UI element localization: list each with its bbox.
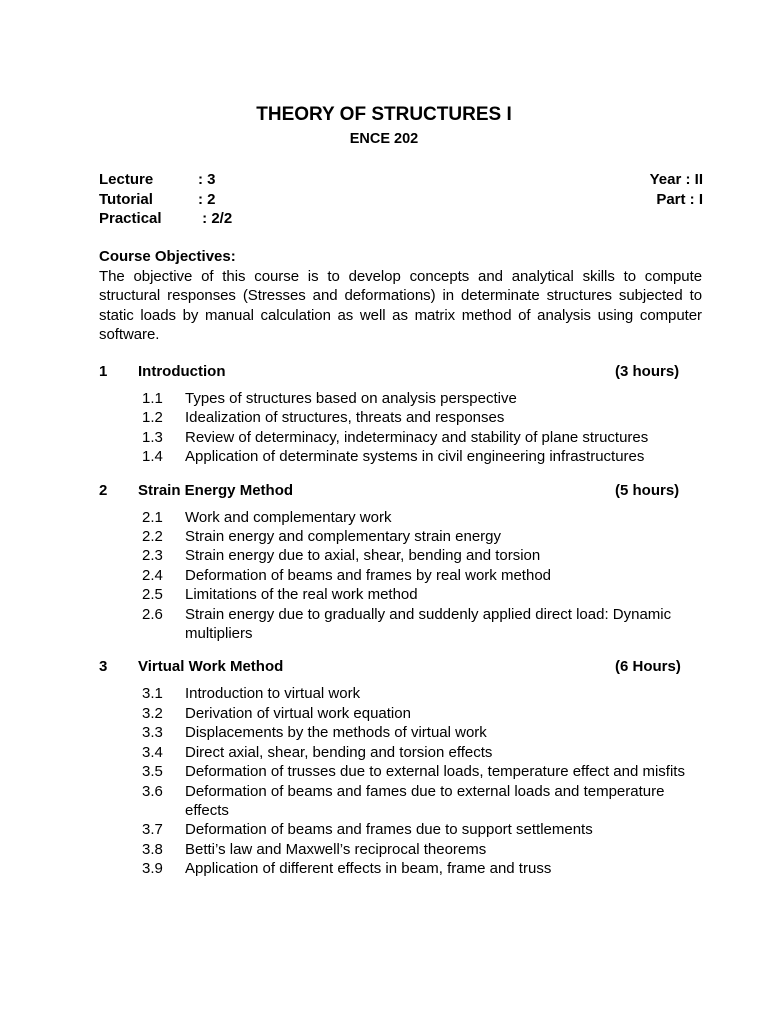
topic-number: 1.4 <box>142 448 163 466</box>
topic-number: 3.6 <box>142 782 163 800</box>
unit-hours: (3 hours) <box>615 363 680 380</box>
topic-text: Betti’s law and Maxwell’s reciprocal theorems <box>185 840 487 858</box>
unit-number: 2 <box>99 481 108 499</box>
hours-breakdown <box>99 170 232 229</box>
year-label: Year : II <box>649 171 703 188</box>
topic-number: 3.2 <box>142 704 163 722</box>
topic-text: Derivation of virtual work equation <box>185 704 411 722</box>
topic-item <box>99 508 695 527</box>
topic-item <box>99 527 695 546</box>
meta-value: : 2/2 <box>198 210 233 227</box>
topic-item <box>99 389 695 408</box>
objectives-heading: Course Objectives: <box>99 248 236 265</box>
topic-text: Application of different effects in beam, frame and truss <box>185 860 552 878</box>
meta-row-tutorial <box>99 190 232 210</box>
topic-number: 3.7 <box>142 821 163 839</box>
topic-text: Direct axial, shear, bending and torsion effects <box>185 743 493 761</box>
unit-heading <box>99 657 695 676</box>
units-list <box>99 362 695 893</box>
unit-hours: (6 Hours) <box>615 658 681 676</box>
topic-item <box>99 820 695 839</box>
topic-number: 1.1 <box>142 390 163 407</box>
topic-number: 3.4 <box>142 743 163 761</box>
topic-item <box>99 684 695 703</box>
topic-text: Deformation of beams and frames due to support settlements <box>185 821 593 839</box>
topic-item <box>99 840 695 859</box>
topic-item <box>99 743 695 762</box>
meta-value: : 2 <box>198 190 216 208</box>
topic-item <box>99 723 695 742</box>
meta-label: Lecture <box>99 171 154 188</box>
course-objectives <box>99 247 702 345</box>
meta-row-practical <box>99 209 232 229</box>
topic-item <box>99 408 695 427</box>
topic-text: Review of determinacy, indeterminacy and stability of plane structures <box>185 428 649 446</box>
unit-number: 3 <box>99 658 108 676</box>
topic-text: Work and complementary work <box>185 508 392 526</box>
unit-heading <box>99 362 695 381</box>
topic-text: Deformation of beams and fames due to external loads and temperature effects <box>185 782 665 819</box>
topic-number: 3.5 <box>142 763 163 781</box>
year-part <box>650 170 703 209</box>
topic-number: 1.3 <box>142 428 163 446</box>
topic-number: 2.5 <box>142 586 163 604</box>
unit-section <box>99 362 695 467</box>
topic-number: 3.8 <box>142 840 163 858</box>
course-title: THEORY OF STRUCTURES I <box>256 104 512 125</box>
unit-title: Introduction <box>138 363 226 380</box>
topic-item <box>99 428 695 447</box>
unit-heading <box>99 481 695 500</box>
topic-number: 2.6 <box>142 605 163 623</box>
topic-text: Types of structures based on analysis perspective <box>185 390 517 407</box>
topic-number: 2.2 <box>142 528 163 546</box>
part-label: Part : I <box>656 190 703 208</box>
topic-item <box>99 704 695 723</box>
unit-hours: (5 hours) <box>615 481 680 499</box>
topic-item <box>99 546 695 565</box>
objectives-text: The objective of this course is to develop concepts and analytical skills to compute structural responses (Stresses and deformations) in determinate structures subjected to static loads by manual calculation as well as matrix method of analysis using computer software. <box>99 267 702 343</box>
topic-text: Idealization of structures, threats and responses <box>185 409 505 427</box>
topic-item <box>99 762 695 781</box>
topic-number: 3.3 <box>142 724 163 742</box>
topic-text: Strain energy due to axial, shear, bending and torsion <box>185 547 541 565</box>
unit-title: Virtual Work Method <box>138 658 284 676</box>
topic-text: Deformation of trusses due to external loads, temperature effect and misfits <box>185 763 685 781</box>
topic-text: Limitations of the real work method <box>185 586 418 604</box>
topic-text: Strain energy due to gradually and suddenly applied direct load: Dynamic multipliers <box>185 605 672 643</box>
topic-item <box>99 566 695 585</box>
topic-number: 2.3 <box>142 547 163 565</box>
unit-section <box>99 657 695 878</box>
topic-item <box>99 605 695 644</box>
topic-item <box>99 782 695 821</box>
unit-section <box>99 481 695 644</box>
meta-label: Practical <box>99 210 162 227</box>
meta-label: Tutorial <box>99 190 153 208</box>
course-code: ENCE 202 <box>349 131 419 147</box>
topic-number: 2.4 <box>142 566 163 584</box>
topic-text: Displacements by the methods of virtual work <box>185 724 487 742</box>
topic-number: 2.1 <box>142 508 163 526</box>
meta-row-lecture <box>99 170 232 190</box>
topic-text: Introduction to virtual work <box>185 685 361 703</box>
topic-item <box>99 585 695 604</box>
unit-number: 1 <box>99 363 108 380</box>
meta-value: : 3 <box>198 171 216 188</box>
unit-title: Strain Energy Method <box>138 481 294 499</box>
topic-number: 3.1 <box>142 685 163 703</box>
topic-number: 3.9 <box>142 860 163 878</box>
topic-item <box>99 447 695 466</box>
topic-text: Application of determinate systems in civil engineering infrastructures <box>185 448 645 466</box>
topic-text: Strain energy and complementary strain energy <box>185 528 501 546</box>
topic-item <box>99 859 695 878</box>
topic-number: 1.2 <box>142 409 163 427</box>
topic-text: Deformation of beams and frames by real work method <box>185 566 551 584</box>
